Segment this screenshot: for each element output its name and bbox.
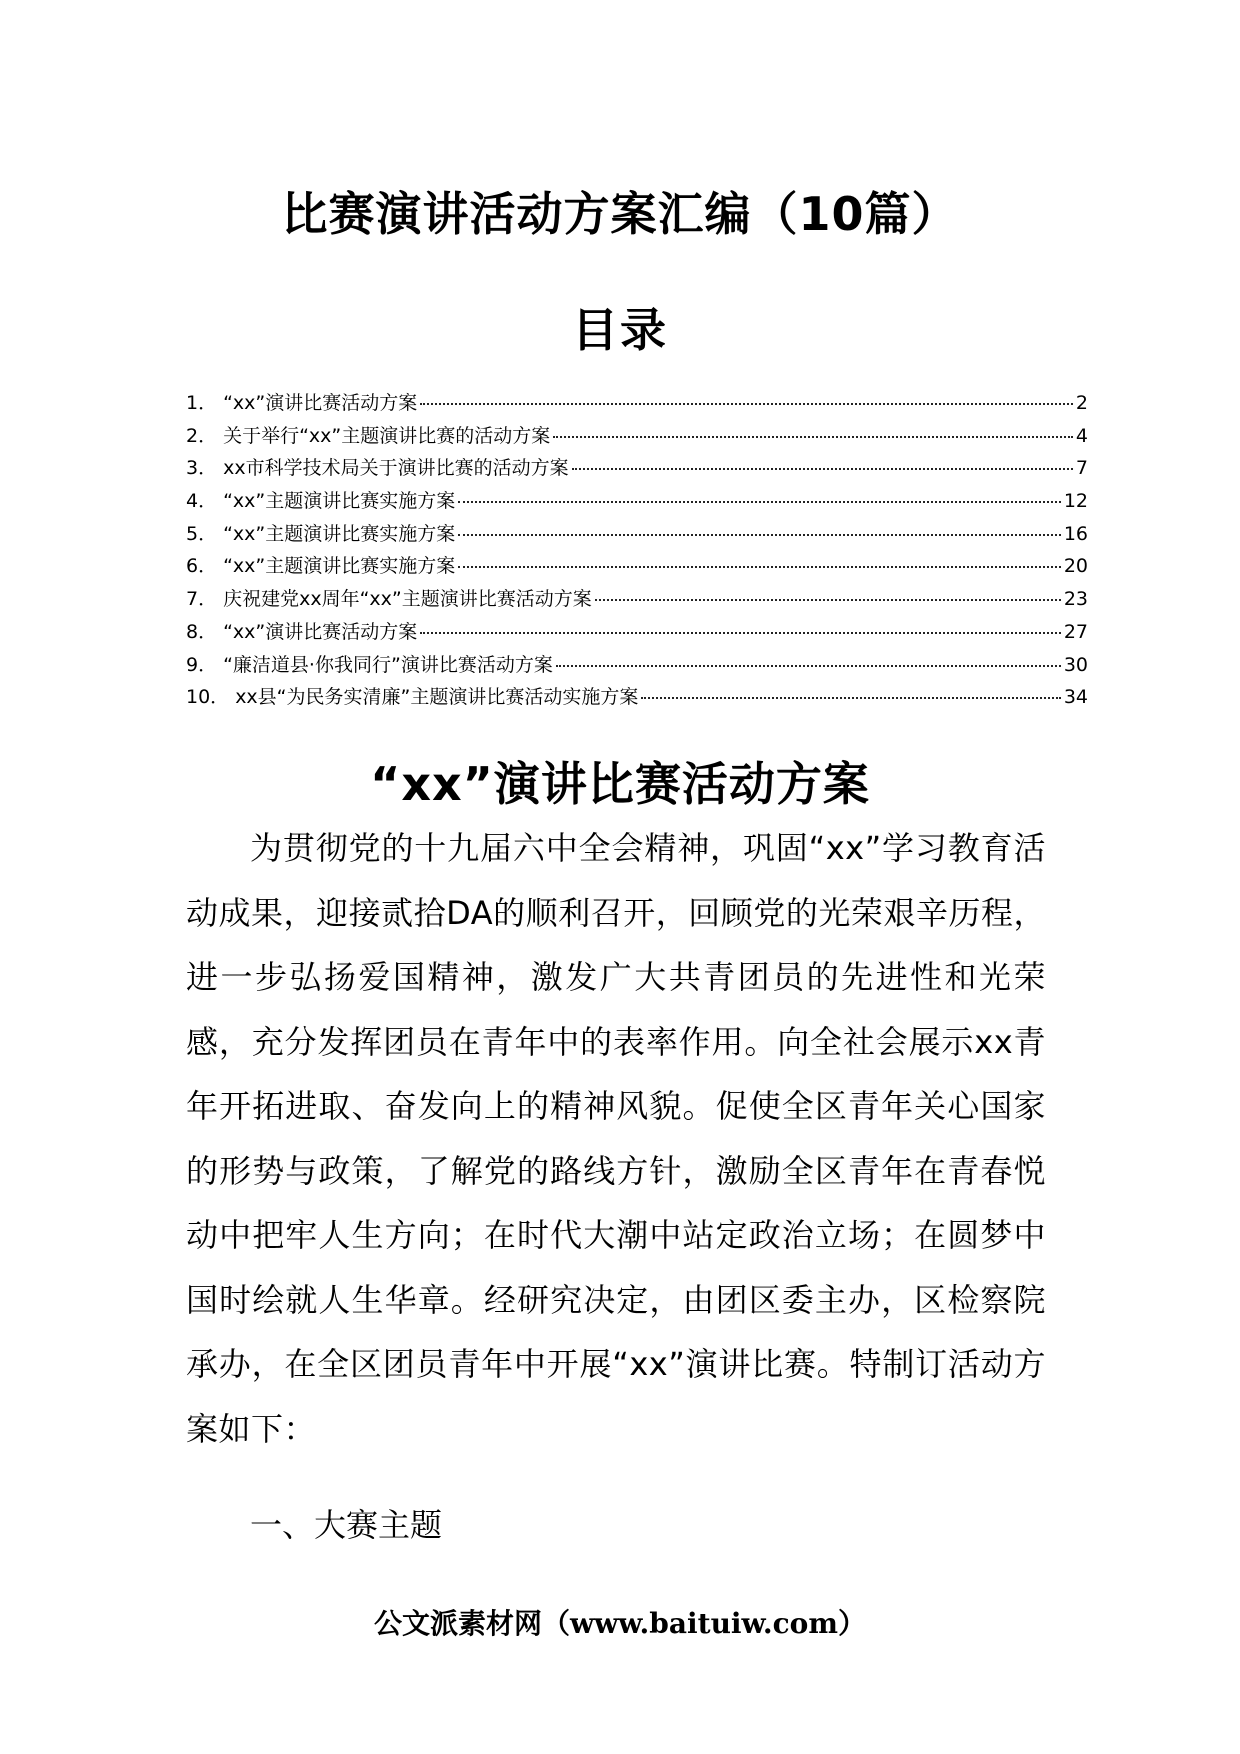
toc-dot-leader: [553, 436, 1073, 438]
footer-watermark: 公文派素材网（www.baituiw.com）: [374, 1607, 866, 1640]
toc-entry-number: 9．: [186, 653, 218, 676]
toc-entry-page-number: 20: [1063, 555, 1088, 578]
toc-entry-page-number: 2: [1075, 392, 1088, 414]
toc-dot-leader: [458, 566, 1061, 568]
body-paragraph: 为贯彻党的十九届六中全会精神，巩固“xx”学习教育活动成果，迎接贰拾DA的顺利召开，回顾党的光荣艰辛历程，进一步弘扬爱国精神，激发广大共青团员的先进性和光荣感，充分发挥团员在青年中的表率作用。向全社会展示xx青年开拓进取、奋发向上的精神风貌。促使全区青年关心国家的形势与政策，了解党的路线方针，激励全区青年在青春悦动中把牢人生方向；在时代大潮中站定政治立场；在圆梦中国时绘就人生华章。经研究决定，由团区委主办，区检察院承办，在全区团员青年中开展“xx”演讲比赛。特制订活动方案如下：: [186, 829, 1046, 1448]
toc-dot-leader: [420, 403, 1073, 405]
toc-entry-number: 1．: [186, 392, 218, 414]
toc-entry-number: 10．: [186, 686, 230, 709]
toc-entry-page-number: 27: [1063, 620, 1088, 643]
section-title: “xx”演讲比赛活动方案: [370, 757, 870, 811]
toc-entry[interactable]: [186, 421, 1088, 454]
toc-entry-page-number: 16: [1063, 522, 1088, 545]
toc-entry[interactable]: [186, 650, 1088, 683]
toc-entry[interactable]: [186, 486, 1088, 519]
toc-dot-leader: [458, 534, 1061, 536]
toc-entry[interactable]: [186, 388, 1088, 421]
toc-dot-leader: [420, 632, 1061, 634]
section-subheading: 一、大赛主题: [250, 1506, 443, 1544]
toc-dot-leader: [572, 468, 1073, 470]
toc-entry-page-number: 23: [1063, 588, 1088, 611]
toc-dot-leader: [595, 599, 1061, 601]
toc-entry[interactable]: [186, 682, 1088, 715]
toc-dot-leader: [641, 697, 1060, 699]
toc-entry[interactable]: [186, 453, 1088, 486]
toc-dot-leader: [556, 665, 1061, 667]
toc-entry-title: “廉洁道县·你我同行”演讲比赛活动方案: [223, 653, 553, 676]
toc-entry-title: 关于举行“xx”主题演讲比赛的活动方案: [223, 424, 551, 447]
toc-entry-number: 3．: [186, 457, 218, 480]
toc-heading: 目录: [572, 303, 668, 357]
toc-entry[interactable]: [186, 519, 1088, 552]
toc-entry-number: 4．: [186, 490, 218, 513]
toc-entry[interactable]: [186, 584, 1088, 617]
toc-entry-number: 5．: [186, 522, 218, 545]
toc-entry-title: “xx”主题演讲比赛实施方案: [223, 490, 456, 513]
toc-entry-title: “xx”演讲比赛活动方案: [223, 620, 418, 643]
document-title: 比赛演讲活动方案汇编（10篇）: [281, 187, 959, 241]
table-of-contents: [186, 388, 1088, 715]
toc-entry-page-number: 4: [1075, 424, 1088, 447]
toc-entry-page-number: 30: [1063, 653, 1088, 676]
toc-entry-page-number: 7: [1075, 457, 1088, 480]
toc-entry-number: 6．: [186, 555, 218, 578]
toc-entry-number: 2．: [186, 424, 218, 447]
toc-entry-number: 8．: [186, 620, 218, 643]
toc-entry-title: “xx”主题演讲比赛实施方案: [223, 555, 456, 578]
toc-entry-title: 庆祝建党xx周年“xx”主题演讲比赛活动方案: [223, 588, 592, 611]
toc-entry-page-number: 34: [1063, 686, 1088, 709]
toc-dot-leader: [458, 501, 1061, 503]
toc-entry-page-number: 12: [1063, 490, 1088, 513]
toc-entry-title: “xx”主题演讲比赛实施方案: [223, 522, 456, 545]
toc-entry[interactable]: [186, 617, 1088, 650]
toc-entry-title: “xx”演讲比赛活动方案: [223, 392, 418, 414]
toc-entry[interactable]: [186, 551, 1088, 584]
toc-entry-number: 7．: [186, 588, 218, 611]
toc-entry-title: xx县“为民务实清廉”主题演讲比赛活动实施方案: [235, 686, 639, 709]
toc-entry-title: xx市科学技术局关于演讲比赛的活动方案: [223, 457, 569, 480]
